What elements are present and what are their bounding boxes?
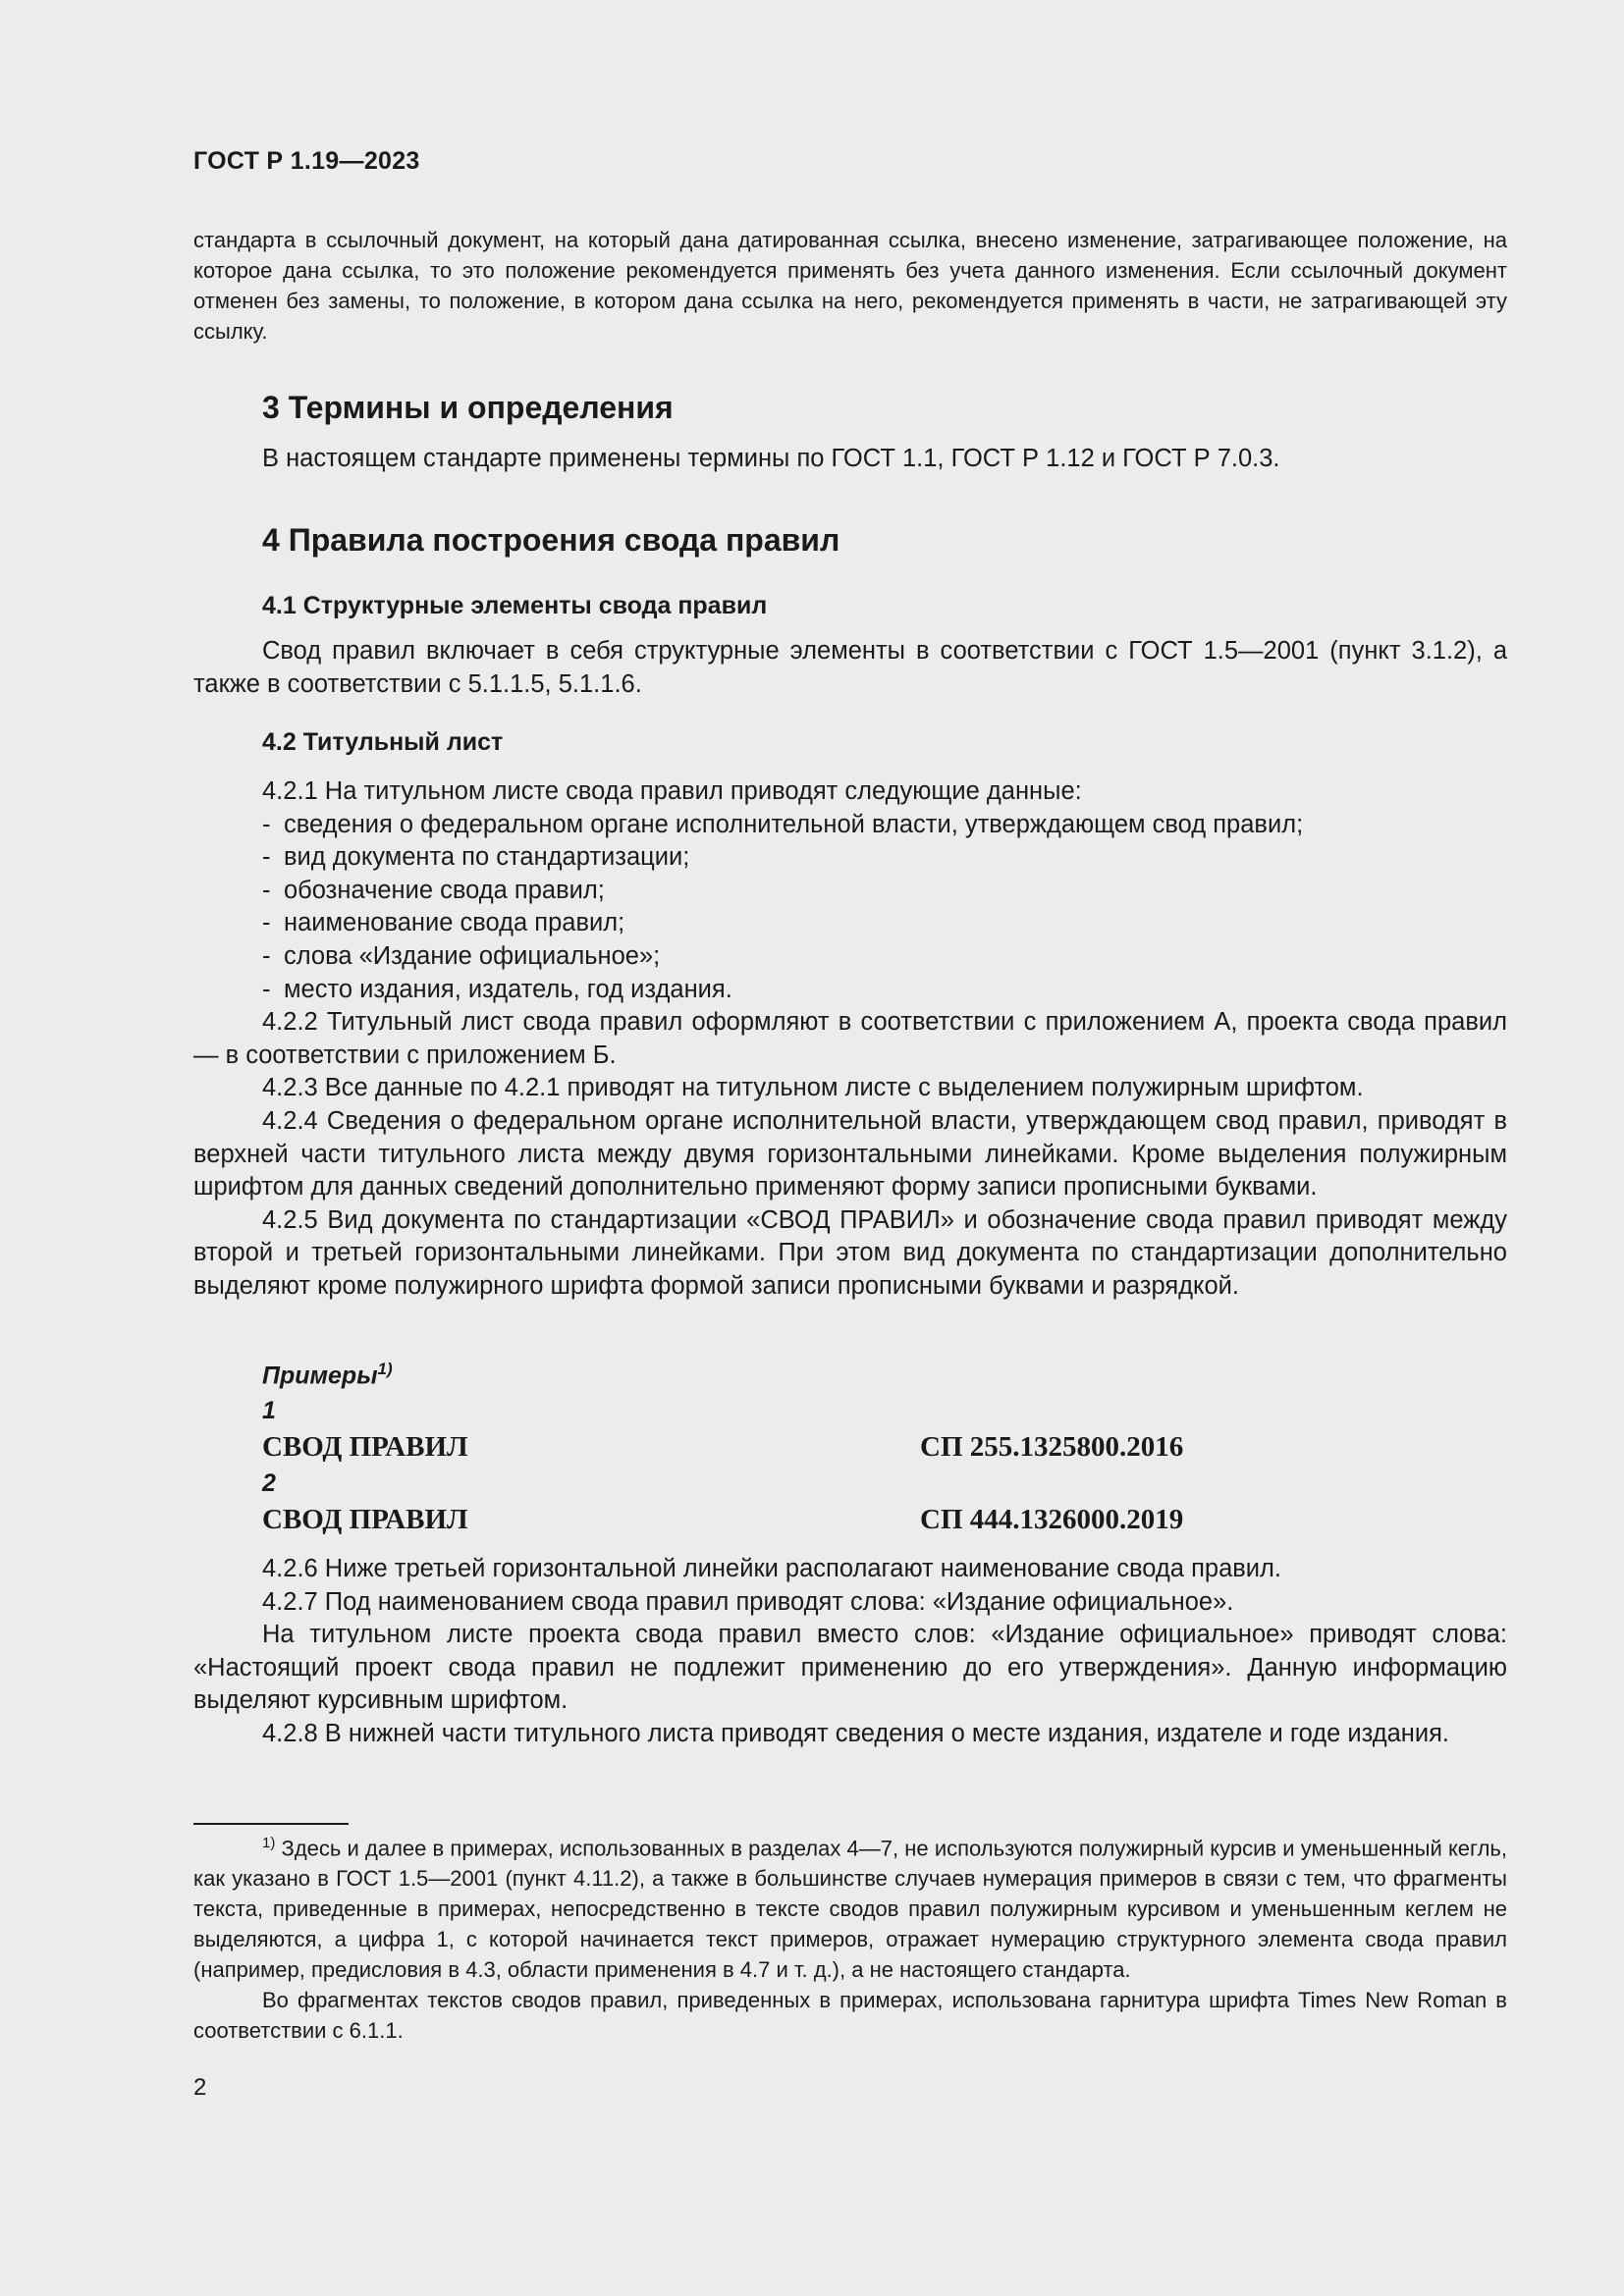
paragraph-4-2-2: 4.2.2 Титульный лист свода правил оформляют в соответствии с приложением А, проекта свода правил — в соответствии с приложением Б. [193,1008,1507,1069]
examples-block [193,1352,1507,1538]
example-row [193,1501,1507,1538]
subsection-4-1-text: Свод правил включает в себя структурные элементы в соответствии с ГОСТ 1.5—2001 (пункт 3.1.2), а также в соответствии с 5.1.1.5, 5.1.1.6. [193,637,1507,698]
examples-heading-text: Примеры [262,1362,378,1390]
footnote [193,1828,1507,2046]
page-number: 2 [193,2074,207,2101]
example-number: 1 [262,1397,276,1425]
examples-heading [193,1352,1507,1393]
intro-paragraph: стандарта в ссылочный документ, на который дана датированная ссылка, внесено изменение, затрагивающее положение, на которое дана ссылка, то это положение рекомендуется применять без учета данного изменения. Если ссылочный документ отменен без замены, то положение, в котором дана ссылка на него, рекомендуется применять в части, не затрагивающей эту ссылку. [193,228,1507,344]
paragraph-4-2-3: 4.2.3 Все данные по 4.2.1 приводят на титульном листе с выделением полужирным шрифтом. [262,1074,1364,1102]
list-item-text: вид документа по стандартизации; [284,843,690,872]
list-item [193,974,1507,1007]
section-3 [193,388,1507,476]
paragraph-4-2-7: 4.2.7 Под наименованием свода правил приводят слова: «Издание официальное». [262,1587,1234,1616]
footnote-divider [193,1823,349,1825]
subsection-4-2-body [193,775,1507,1304]
footnote-paragraph-1 [193,1828,1507,1985]
section-3-text: В настоящем стандарте применены термины по ГОСТ 1.1, ГОСТ Р 1.12 и ГОСТ Р 7.0.3. [262,445,1280,472]
list-item [193,841,1507,875]
subsection-4-1 [193,589,1507,701]
footnote-mark: 1) [262,1835,276,1851]
paragraph-4-2-6: 4.2.6 Ниже третьей горизонтальной линейки располагают наименование свода правил. [262,1555,1282,1582]
paragraph-4-2-7-note: На титульном листе проекта свода правил вместо слов: «Издание официальное» приводят слова: «Настоящий проект свода правил не подлежит применению до его утверждения». Данную информацию выделяют курсивным шрифтом. [193,1621,1507,1715]
list-item-text: обозначение свода правил; [284,876,605,904]
list-dash: - [262,810,271,838]
list-item-text: сведения о федеральном органе исполнительной власти, утверждающем свод правил; [284,810,1304,838]
list-dash: - [262,909,271,937]
footnote-paragraph-2: Во фрагментах текстов сводов правил, приведенных в примерах, использована гарнитура шрифта Times New Roman в соответствии с 6.1.1. [193,1988,1507,2044]
list-dash: - [262,941,271,970]
example-row [193,1428,1507,1466]
document-id-header: ГОСТ Р 1.19—2023 [193,147,420,175]
section-4-title: 4 Правила построения свода правил [262,522,840,558]
list-dash: - [262,975,271,1003]
footnote-ref: 1) [377,1360,393,1378]
example-left: СВОД ПРАВИЛ [262,1504,468,1536]
subsection-4-2 [193,725,1507,759]
list-dash: - [262,843,271,872]
list-item-text: наименование свода правил; [284,909,625,937]
paragraph-4-2-8: 4.2.8 В нижней части титульного листа приводят сведения о месте издания, издателе и годе издания. [262,1719,1449,1747]
list-item [193,907,1507,940]
section-4 [193,520,1507,560]
footnote-text-1: Здесь и далее в примерах, использованных в разделах 4—7, не используются полужирный курсив и уменьшенный кегль, как указано в ГОСТ 1.5—2001 (пункт 4.11.2), а также в большинстве случаев нумерация примеров в связи с тем, что фрагменты текста, приведенные в примерах, непосредственно в тексте сводов правил полужирным курсивом и уменьшенным кеглем не выделяются, а цифра 1, с которой начинается текст примеров, отражает нумерацию структурного элемента свода правил (например, предисловия в 4.3, области применения в 4.7 и т. д.), а не настоящего стандарта. [193,1836,1507,1983]
paragraph-4-2-5: 4.2.5 Вид документа по стандартизации «СВОД ПРАВИЛ» и обозначение свода правил приводят между второй и третьей горизонтальными линейками. При этом вид документа по стандартизации дополнительно выделяют кроме полужирного шрифта формой записи прописными буквами и разрядкой. [193,1205,1507,1300]
list-dash: - [262,876,271,904]
list-item-text: место издания, издатель, год издания. [284,975,732,1003]
subsection-4-2-title: 4.2 Титульный лист [262,728,504,756]
example-right: СП 444.1326000.2019 [920,1504,1184,1536]
section-3-title: 3 Термины и определения [262,390,674,425]
example-left: СВОД ПРАВИЛ [262,1431,468,1464]
example-right: СП 255.1325800.2016 [920,1431,1184,1464]
example-number: 2 [262,1469,276,1498]
list-item-text: слова «Издание официальное»; [284,941,661,970]
paragraph-4-2-4: 4.2.4 Сведения о федеральном органе исполнительной власти, утверждающем свод правил, приводят в верхней части титульного листа между двумя горизонтальными линейками. Кроме выделения полужирным шрифтом для данных сведений дополнительно применяют форму записи прописными буквами. [193,1106,1507,1201]
paragraph-4-2-1: 4.2.1 На титульном листе свода правил приводят следующие данные: [262,777,1082,805]
subsection-4-1-title: 4.1 Структурные элементы свода правил [262,592,768,619]
subsection-4-2-continued [193,1553,1507,1751]
list-item [193,809,1507,842]
list-item [193,940,1507,974]
list-item [193,875,1507,908]
